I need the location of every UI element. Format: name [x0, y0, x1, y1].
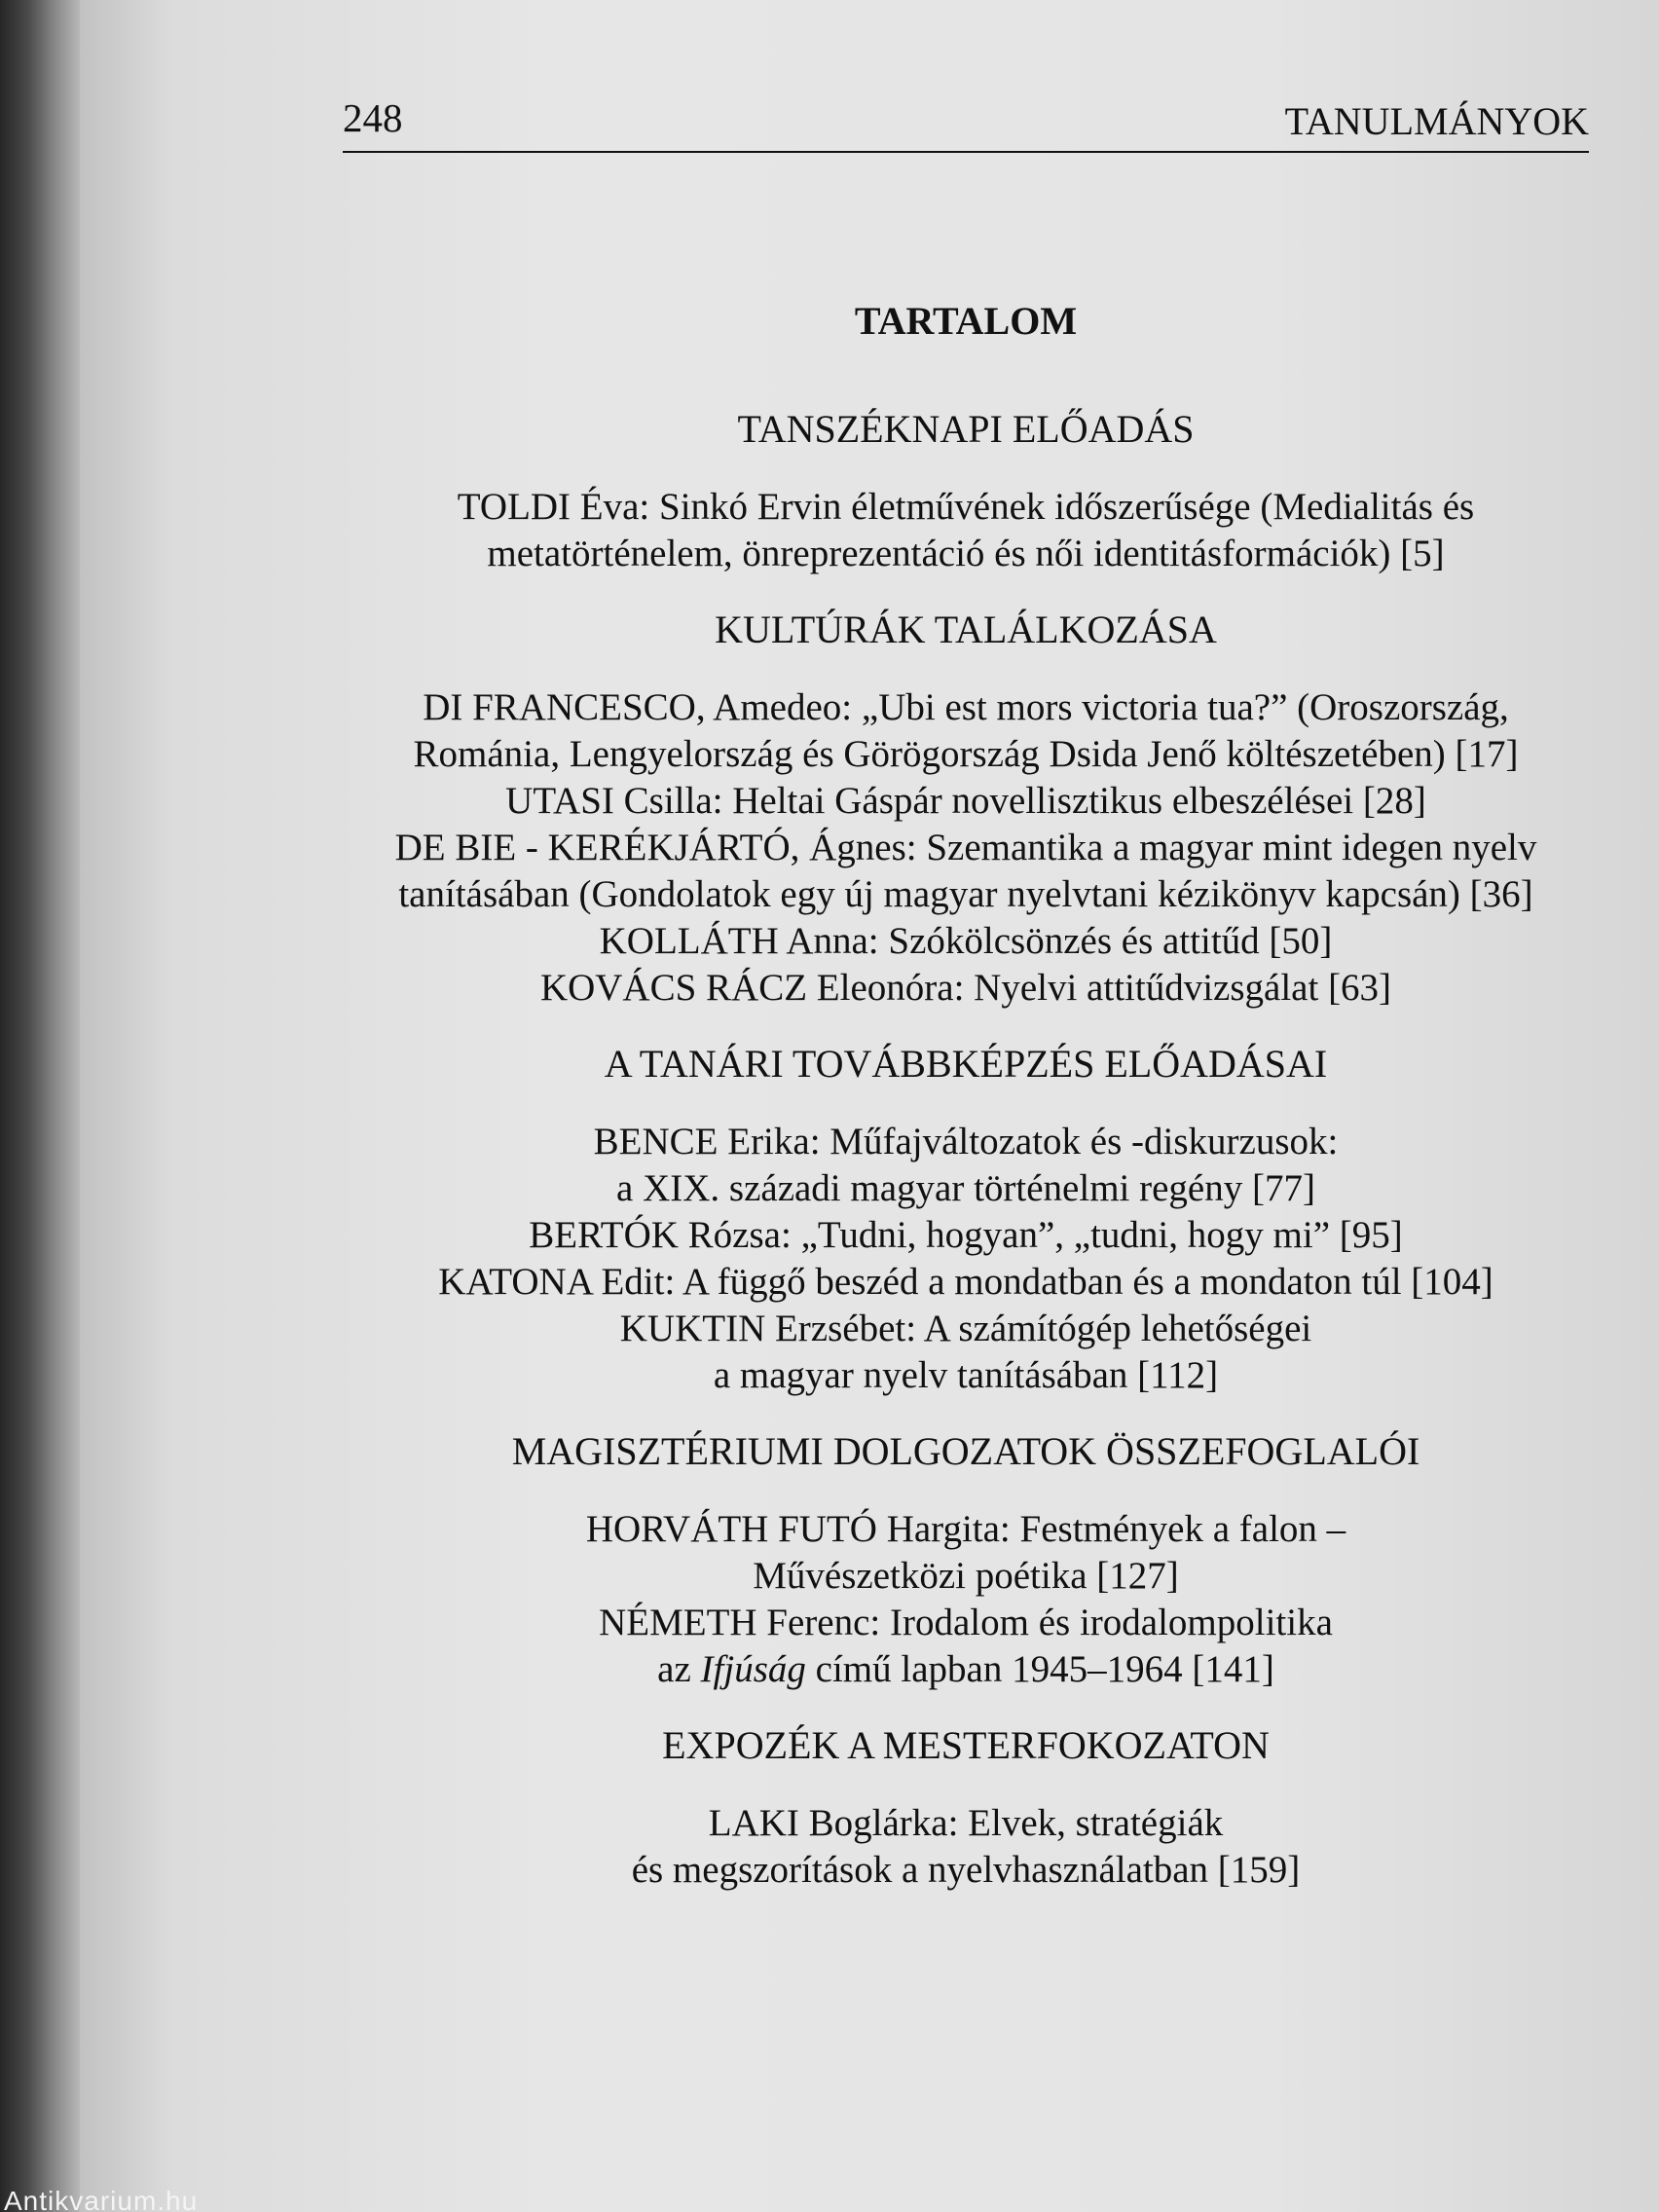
toc-entry-line: KUKTIN Erzsébet: A számítógép lehetőségei — [619, 1308, 1312, 1349]
book-spine-shadow — [0, 0, 80, 2212]
toc-entry-line: a magyar nyelv tanításában [112] — [713, 1354, 1219, 1396]
toc-entry-line: UTASI Csilla: Heltai Gáspár novellisztikus elbeszélései [28] — [505, 780, 1426, 822]
toc-entry-line: BENCE Erika: Műfajváltozatok és -diskurzusok: — [593, 1121, 1339, 1162]
toc-entry-line: KOVÁCS RÁCZ Eleonóra: Nyelvi attitűdvizsgálat [63] — [539, 967, 1392, 1009]
toc-entry-line: metatörténelem, önreprezentáció és női identitásformációk) [5] — [487, 533, 1445, 574]
section-heading: TANSZÉKNAPI ELŐADÁS — [737, 407, 1195, 451]
toc-entry-line: a XIX. századi magyar történelmi regény [77] — [616, 1167, 1315, 1209]
toc-entry-line: Művészetközi poétika [127] — [753, 1555, 1179, 1597]
table-of-contents — [343, 297, 1589, 1923]
toc-entry — [343, 778, 1589, 825]
toc-title: TARTALOM — [854, 299, 1078, 343]
toc-entry-line: az Ifjúság című lapban 1945–1964 [141] — [657, 1648, 1274, 1690]
toc-entry-line: Románia, Lengyelország és Görögország Dsida Jenő költészetében) [17] — [413, 733, 1519, 775]
toc-entry — [343, 684, 1589, 778]
toc-section — [343, 1428, 1589, 1693]
toc-entry — [343, 1119, 1589, 1212]
toc-entry-line: NÉMETH Ferenc: Irodalom és irodalompolitika — [599, 1602, 1333, 1643]
toc-entry — [343, 1212, 1589, 1259]
toc-section — [343, 1722, 1589, 1894]
page-header — [343, 92, 1589, 153]
section-heading: KULTÚRÁK TALÁLKOZÁSA — [715, 608, 1217, 651]
toc-entry-line: HORVÁTH FUTÓ Hargita: Festmények a falon – — [585, 1508, 1346, 1550]
toc-entry — [343, 825, 1589, 918]
section-heading: EXPOZÉK A MESTERFOKOZATON — [662, 1723, 1270, 1767]
toc-entry — [343, 1800, 1589, 1894]
toc-section — [343, 406, 1589, 577]
toc-entry — [343, 918, 1589, 965]
toc-entry — [343, 1600, 1589, 1693]
watermark: Antikvarium.hu — [4, 2191, 199, 2212]
toc-entry-line: DI FRANCESCO, Amedeo: „Ubi est mors victoria tua?” (Oroszország, — [423, 686, 1509, 728]
running-head: TANULMÁNYOK — [1284, 99, 1589, 143]
toc-entry-line: KATONA Edit: A függő beszéd a mondatban és a mondaton túl [104] — [438, 1261, 1493, 1303]
toc-entry — [343, 484, 1589, 577]
toc-section — [343, 607, 1589, 1012]
toc-entry-line: TOLDI Éva: Sinkó Ervin életművének időszerűsége (Medialitás és — [457, 486, 1475, 528]
toc-entry-line: KOLLÁTH Anna: Szókölcsönzés és attitűd [50] — [599, 920, 1333, 962]
toc-entry — [343, 965, 1589, 1012]
toc-entry-line: és megszorítások a nyelvhasználatban [159] — [631, 1849, 1301, 1891]
toc-entry — [343, 1506, 1589, 1600]
page-number: 248 — [343, 95, 403, 140]
toc-section — [343, 1041, 1589, 1399]
toc-entry-line: LAKI Boglárka: Elvek, stratégiák — [708, 1802, 1224, 1844]
toc-entry-line: DE BIE - KERÉKJÁRTÓ, Ágnes: Szemantika a magyar mint idegen nyelv — [394, 827, 1537, 868]
toc-entry — [343, 1259, 1589, 1306]
toc-entry-line: tanításában (Gondolatok egy új magyar nyelvtani kézikönyv kapcsán) [36] — [398, 873, 1533, 915]
toc-entry — [343, 1306, 1589, 1399]
toc-entry-line: BERTÓK Rózsa: „Tudni, hogyan”, „tudni, hogy mi” [95] — [529, 1214, 1403, 1256]
section-heading: MAGISZTÉRIUMI DOLGOZATOK ÖSSZEFOGLALÓI — [511, 1429, 1420, 1473]
section-heading: A TANÁRI TOVÁBBKÉPZÉS ELŐADÁSAI — [604, 1042, 1328, 1086]
